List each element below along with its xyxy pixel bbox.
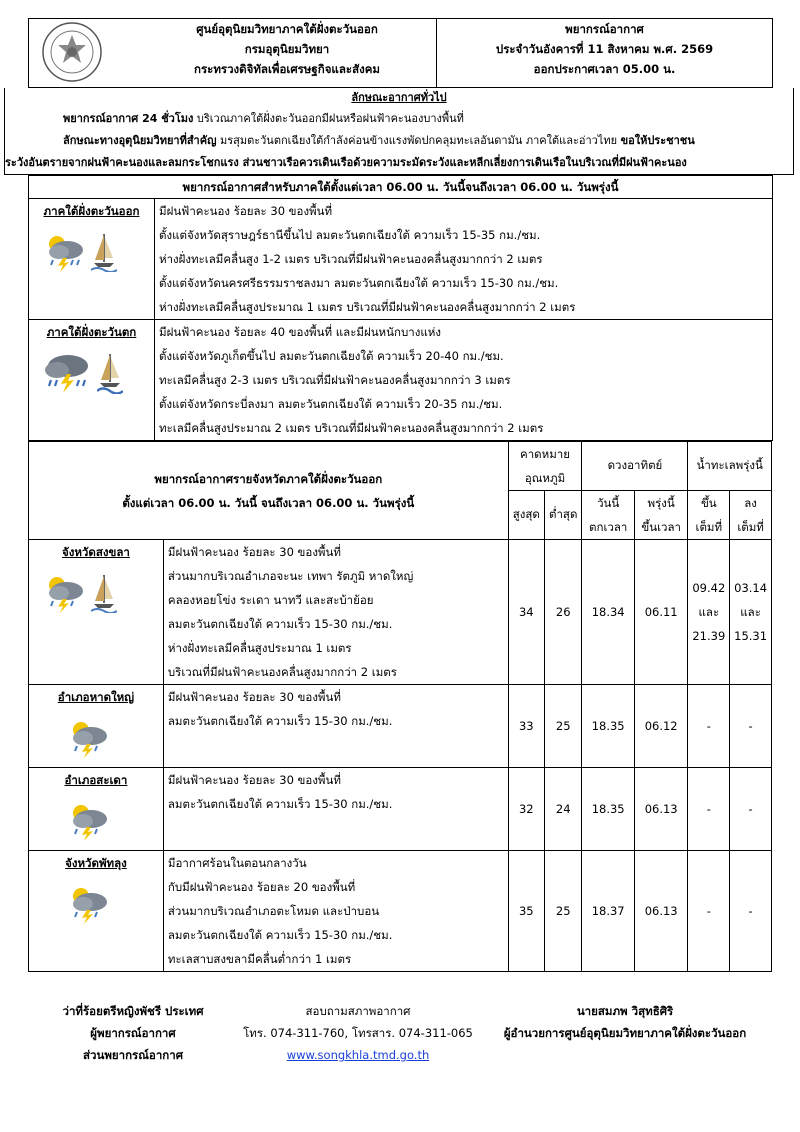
region-line: ทะเลมีคลื่นสูง 2-3 เมตร บริเวณที่มีฝนฟ้าคะนองคลื่นสูงมากกว่า 3 เมตร: [159, 373, 511, 387]
max-temp: 34: [508, 540, 544, 685]
sunrise-time: 06.13: [634, 851, 688, 972]
tide-down-header-line2: เต็มที่: [737, 520, 764, 534]
tide-down-header: [730, 491, 772, 540]
province-text-cell: [163, 851, 508, 972]
tmd-seal-logo: [41, 21, 103, 83]
thunderstorm-cloud-icon: [43, 352, 93, 394]
province-row: [29, 540, 772, 685]
sunrise-header-line2: ขึ้นเวลา: [641, 520, 681, 534]
max-temp: 32: [508, 768, 544, 851]
sunrise-time: 06.13: [634, 768, 688, 851]
thunderstorm-cloud-icon: [67, 884, 111, 924]
temp-header-line1: คาดหมาย: [520, 447, 570, 461]
general-warning: ระวังอันตรายจากฝนฟ้าคะนองและลมกระโชกแรง ส่วนชาวเรือควรเดินเรือด้วยความระมัดระวังและหลีกเลี่ยงการเดินเรือในบริเวณที่มีฝนฟ้าคะนอง: [5, 156, 687, 169]
tide-up-line: และ: [698, 605, 720, 619]
sunrise-time: 06.12: [634, 685, 688, 768]
max-temp: 35: [508, 851, 544, 972]
region-line: ห่างฝั่งทะเลมีคลื่นสูงประมาณ 1 เมตร บริเวณที่มีฝนฟ้าคะนองคลื่นสูงมากกว่า 2 เมตร: [159, 300, 576, 314]
header-table: [28, 18, 773, 88]
tide-down: -: [730, 851, 772, 972]
sailboat-wave-icon: [97, 352, 123, 394]
tide-down-header-line1: ลง: [744, 496, 757, 510]
province-row: [29, 685, 772, 768]
thunderstorm-cloud-icon: [67, 718, 111, 758]
general-24h-label: พยากรณ์อากาศ 24 ชั่วโมง: [63, 112, 194, 125]
sunset-header: [582, 491, 634, 540]
province-icons: [29, 792, 163, 850]
sunset-time: 18.34: [582, 540, 634, 685]
max-header: สูงสุด: [508, 491, 544, 540]
contact-label: สอบถามสภาพอากาศ: [305, 1004, 411, 1018]
province-name-cell: [29, 540, 164, 685]
thunderstorm-cloud-icon: [43, 232, 87, 272]
provincial-title-cell: [29, 442, 509, 540]
tide-up-line: 09.42: [692, 581, 726, 595]
general-synoptic-text: มรสุมตะวันตกเฉียงใต้กำลังค่อนข้างแรงพัดปกคลุมทะเลอันดามัน ภาคใต้และอ่าวไทย: [216, 134, 621, 147]
region-name: ภาคใต้ฝั่งตะวันออก: [43, 204, 140, 218]
region-row: [29, 320, 773, 441]
sunrise-header: [634, 491, 688, 540]
regional-table: [28, 175, 773, 441]
tide-down-line: และ: [740, 605, 761, 619]
provincial-table: [28, 441, 772, 972]
region-line: มีฝนฟ้าคะนอง ร้อยละ 40 ของพื้นที่ และมีฝนหนักบางแห่ง: [159, 325, 441, 339]
provincial-title: พยากรณ์อากาศรายจังหวัดภาคใต้ฝั่งตะวันออก: [154, 471, 383, 486]
tide-down-line: 03.14: [734, 581, 768, 595]
region-icons: [29, 344, 154, 402]
temp-header-line2: อุณหภูมิ: [524, 471, 566, 485]
province-line: ลมตะวันตกเฉียงใต้ ความเร็ว 15-30 กม./ชม.: [167, 714, 393, 728]
max-temp: 33: [508, 685, 544, 768]
region-line: มีฝนฟ้าคะนอง ร้อยละ 30 ของพื้นที่: [159, 204, 333, 218]
sunset-time: 18.35: [582, 685, 634, 768]
general-section: [4, 88, 794, 175]
footer: [28, 1000, 772, 1066]
province-line: ทะเลสาบสงขลามีคลื่นต่ำกว่า 1 เมตร: [167, 952, 352, 966]
province-name-cell: [29, 851, 164, 972]
province-icons: [29, 564, 163, 622]
doc-issue-time: ออกประกาศเวลา 05.00 น.: [533, 62, 676, 76]
region-line: ตั้งแต่จังหวัดภูเก็ตขึ้นไป ลมตะวันตกเฉียงใต้ ความเร็ว 20-40 กม./ชม.: [159, 349, 504, 363]
province-line: ลมตะวันตกเฉียงใต้ ความเร็ว 15-30 กม./ชม.: [167, 617, 393, 631]
province-name-cell: [29, 768, 164, 851]
sunset-header-line2: ตกเวลา: [589, 520, 628, 534]
min-temp: 26: [544, 540, 581, 685]
province-line: ส่วนมากบริเวณอำเภอจะนะ เทพา รัตภูมิ หาดใหญ่: [167, 569, 414, 583]
thunderstorm-cloud-icon: [43, 573, 87, 613]
sunrise-header-line1: พรุ่งนี้: [647, 496, 675, 510]
province-line: มีอากาศร้อนในตอนกลางวัน: [167, 856, 307, 870]
department-name: กรมอุตุนิยมวิทยา: [244, 42, 330, 56]
region-text-cell: [155, 199, 773, 320]
forecast-page: [5, 18, 772, 972]
tide-up-line: 21.39: [692, 629, 726, 643]
tide-up: -: [688, 768, 730, 851]
sunset-time: 18.35: [582, 768, 634, 851]
province-row: [29, 768, 772, 851]
sailboat-wave-icon: [91, 232, 117, 272]
general-24h-text: บริเวณภาคใต้ฝั่งตะวันออกมีฝนหรือฝนฟ้าคะนองบางพื้นที่: [193, 112, 464, 125]
org-name: ศูนย์อุตุนิยมวิทยาภาคใต้ฝั่งตะวันออก: [196, 22, 378, 36]
province-line: มีฝนฟ้าคะนอง ร้อยละ 30 ของพื้นที่: [167, 690, 341, 704]
region-line: ทะเลมีคลื่นสูงประมาณ 2 เมตร บริเวณที่มีฝนฟ้าคะนองคลื่นสูงมากกว่า 2 เมตร: [159, 421, 544, 435]
province-line: บริเวณที่มีฝนฟ้าคะนองคลื่นสูงมากกว่า 2 เมตร: [167, 665, 397, 679]
general-24h: [5, 108, 793, 130]
tide-up: [688, 540, 730, 685]
doc-date: ประจำวันอังคารที่ 11 สิงหาคม พ.ศ. 2569: [495, 42, 714, 56]
tide-down: -: [730, 685, 772, 768]
doc-title: พยากรณ์อากาศ: [565, 22, 644, 36]
province-line: ส่วนมากบริเวณอำเภอตะโหมด และป่าบอน: [167, 904, 380, 918]
website-link[interactable]: www.songkhla.tmd.go.th: [286, 1048, 430, 1062]
header-doc-cell: [437, 19, 773, 88]
province-line: มีฝนฟ้าคะนอง ร้อยละ 30 ของพื้นที่: [167, 773, 341, 787]
region-name-cell: [29, 199, 155, 320]
forecaster-title: ผู้พยากรณ์อากาศ: [90, 1026, 176, 1040]
temp-header: [508, 442, 582, 491]
general-warning-start: ขอให้ประชาชน: [620, 134, 695, 147]
header-org-cell: [29, 19, 437, 88]
tide-header: น้ำทะเลพรุ่งนี้: [688, 442, 772, 491]
sun-header: ดวงอาทิตย์: [582, 442, 688, 491]
province-row: [29, 851, 772, 972]
province-line: ลมตะวันตกเฉียงใต้ ความเร็ว 15-30 กม./ชม.: [167, 797, 393, 811]
tide-down: [730, 540, 772, 685]
forecaster-name: ว่าที่ร้อยตรีหญิงพัชรี ประเทศ: [62, 1004, 204, 1018]
provincial-period: ตั้งแต่เวลา 06.00 น. วันนี้ จนถึงเวลา 06.00 น. วันพรุ่งนี้: [122, 495, 415, 510]
region-line: ตั้งแต่จังหวัดกระบี่ลงมา ลมตะวันตกเฉียงใต้ ความเร็ว 20-35 กม./ชม.: [159, 397, 503, 411]
contact-phone: โทร. 074-311-760, โทรสาร. 074-311-065: [243, 1026, 473, 1040]
region-row: [29, 199, 773, 320]
min-temp: 25: [544, 851, 581, 972]
min-temp: 25: [544, 685, 581, 768]
tide-up: -: [688, 851, 730, 972]
thunderstorm-cloud-icon: [67, 801, 111, 841]
ministry-name: กระทรวงดิจิทัลเพื่อเศรษฐกิจและสังคม: [194, 62, 380, 76]
province-text-cell: [163, 540, 508, 685]
province-name: จังหวัดพัทลุง: [65, 856, 127, 870]
general-synoptic-label: ลักษณะทางอุตุนิยมวิทยาที่สำคัญ: [63, 134, 217, 147]
tide-up-header-line1: ขึ้น: [700, 496, 717, 510]
director-name: นายสมภพ วิสุทธิศิริ: [576, 1004, 674, 1018]
region-line: ห่างฝั่งทะเลมีคลื่นสูง 1-2 เมตร บริเวณที่มีฝนฟ้าคะนองคลื่นสูงมากกว่า 2 เมตร: [159, 252, 543, 266]
region-line: ตั้งแต่จังหวัดนครศรีธรรมราชลงมา ลมตะวันตกเฉียงใต้ ความเร็ว 15-30 กม./ชม.: [159, 276, 559, 290]
tide-up: -: [688, 685, 730, 768]
province-text-cell: [163, 685, 508, 768]
general-title: ลักษณะอากาศทั่วไป: [351, 91, 447, 104]
province-line: ห่างฝั่งทะเลมีคลื่นสูงประมาณ 1 เมตร: [167, 641, 352, 655]
region-name: ภาคใต้ฝั่งตะวันตก: [46, 325, 137, 339]
province-text-cell: [163, 768, 508, 851]
tide-up-header-line2: เต็มที่: [695, 520, 723, 534]
province-line: มีฝนฟ้าคะนอง ร้อยละ 30 ของพื้นที่: [167, 545, 341, 559]
region-name-cell: [29, 320, 155, 441]
tide-up-header: [688, 491, 730, 540]
province-name: อำเภอสะเดา: [64, 773, 128, 787]
region-text-cell: [155, 320, 773, 441]
province-icons: [29, 875, 163, 933]
province-line: กับมีฝนฟ้าคะนอง ร้อยละ 20 ของพื้นที่: [167, 880, 356, 894]
sunset-time: 18.37: [582, 851, 634, 972]
regional-title: พยากรณ์อากาศสำหรับภาคใต้ตั้งแต่เวลา 06.00 น. วันนี้จนถึงเวลา 06.00 น. วันพรุ่งนี้: [29, 176, 773, 199]
province-line: คลองหอยโข่ง ระเดา นาทวี และสะบ้าย้อย: [167, 593, 374, 607]
province-name: อำเภอหาดใหญ่: [57, 690, 135, 704]
sailboat-wave-icon: [91, 573, 117, 613]
sunset-header-line1: วันนี้: [597, 496, 620, 510]
tide-down: -: [730, 768, 772, 851]
sunrise-time: 06.11: [634, 540, 688, 685]
province-icons: [29, 709, 163, 767]
tide-down-line: 15.31: [734, 629, 768, 643]
min-temp: 24: [544, 768, 581, 851]
director-title: ผู้อำนวยการศูนย์อุตุนิยมวิทยาภาคใต้ฝั่งตะวันออก: [503, 1026, 747, 1040]
province-name: จังหวัดสงขลา: [62, 545, 130, 559]
forecast-section: ส่วนพยากรณ์อากาศ: [82, 1048, 183, 1062]
region-icons: [29, 223, 154, 281]
general-synoptic: [5, 130, 793, 152]
province-name-cell: [29, 685, 164, 768]
min-header: ต่ำสุด: [544, 491, 581, 540]
province-line: ลมตะวันตกเฉียงใต้ ความเร็ว 15-30 กม./ชม.: [167, 928, 393, 942]
region-line: ตั้งแต่จังหวัดสุราษฎร์ธานีขึ้นไป ลมตะวันตกเฉียงใต้ ความเร็ว 15-35 กม./ชม.: [159, 228, 541, 242]
